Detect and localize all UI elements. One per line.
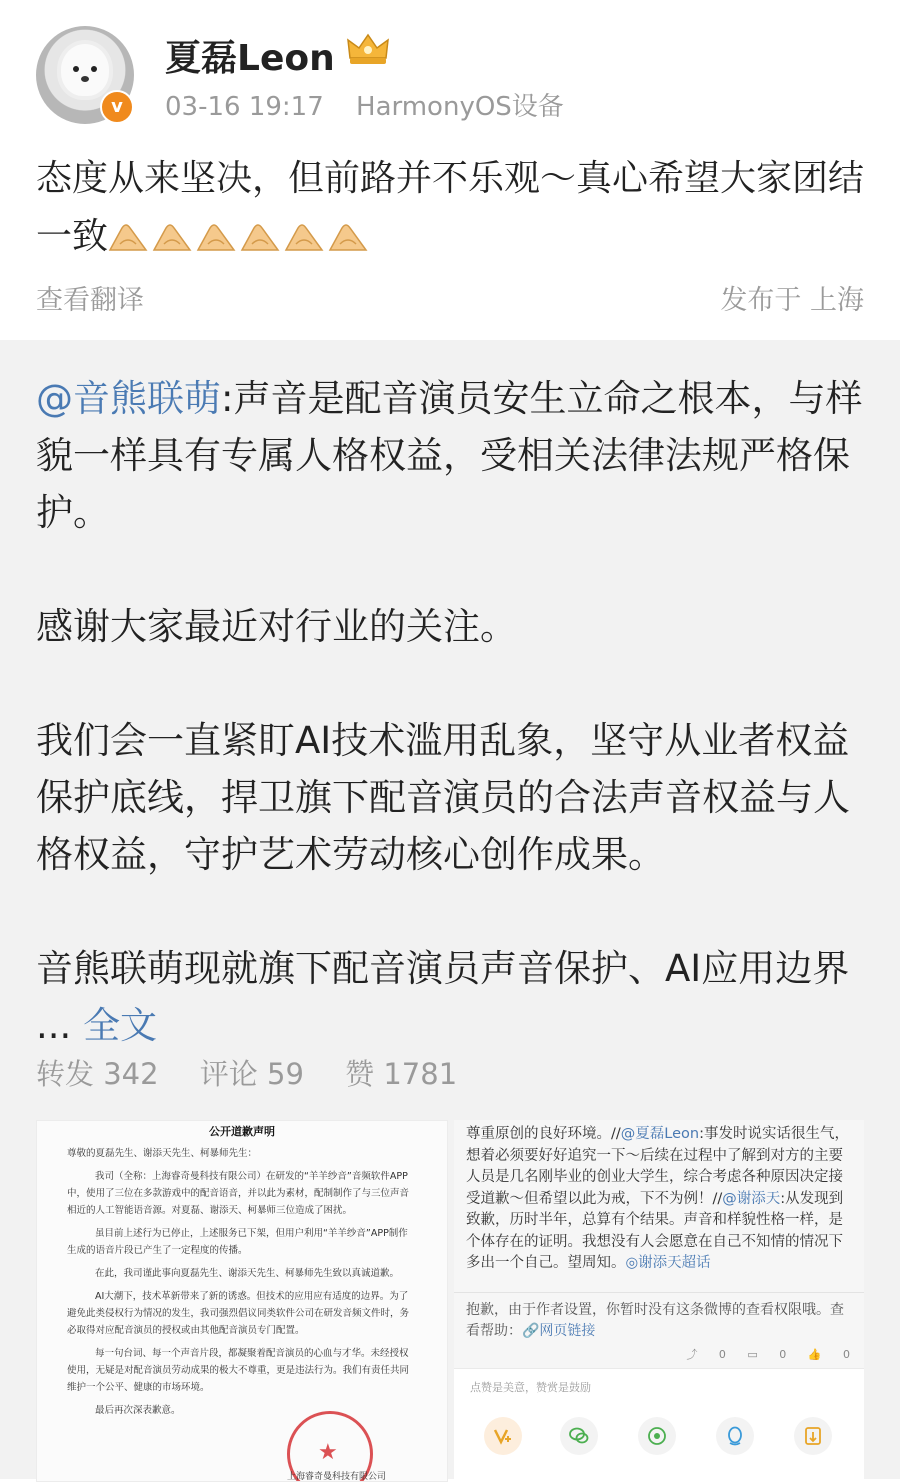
tip-label: 点赞是美意，赞赏是鼓励 — [470, 1381, 591, 1394]
document-company: 上海睿奇曼科技有限公司 — [287, 1472, 387, 1482]
post-location: 发布于 上海 — [720, 285, 864, 316]
pinched-hands-icon — [284, 220, 324, 254]
repost-paragraph-text: :声音是配音演员安生立命之根本，与样貌一样具有专属人格权益，受相关法律法规严格保护。 — [36, 377, 863, 534]
weibo-mention: @夏磊Leon — [620, 1126, 700, 1142]
weibo-counts — [668, 1346, 850, 1362]
repost-count[interactable]: 转发 342 — [36, 1057, 159, 1091]
weibo-mention: @谢添天 — [722, 1190, 781, 1207]
like-count[interactable]: 赞 1781 — [345, 1057, 458, 1091]
weibo-text-segment: 尊重原创的良好环境。// — [466, 1126, 621, 1142]
apology-document-image[interactable] — [36, 1120, 448, 1482]
repost-icon-count: ⤴ 0 — [686, 1348, 726, 1361]
crown-icon — [345, 32, 391, 68]
document-paragraph: 虽目前上述行为已停止，上述服务已下架，但用户利用“羊羊纱音”APP制作生成的语音片段已产生了一定程度的传播。 — [67, 1228, 408, 1256]
weibo-comment-count: 0 — [779, 1348, 787, 1361]
company-seal-icon: ★ — [287, 1411, 373, 1482]
weibo-quoted-text — [466, 1124, 856, 1275]
v-plus-icon — [484, 1417, 522, 1455]
comment-icon-count: ▭ 0 — [747, 1348, 787, 1361]
repost-paragraph-text: 音熊联萌现就旗下配音演员声音保护、AI应用边界 ... — [36, 947, 850, 1047]
translate-link[interactable]: 查看翻译 — [36, 285, 144, 316]
weibo-like-count: 0 — [843, 1348, 850, 1361]
document-paragraph: 我司（全称：上海睿奇曼科技有限公司）在研发的“羊羊纱音”音频软件APP中，使用了三位在多款游戏中的配音语音，并以此为素材，配制制作了与三位声音相近的人工智能语音源。对夏磊、谢添天、柯暴师三位造成了困扰。 — [67, 1171, 410, 1216]
post-text: 态度从来坚决，但前路并不乐观～真心希望大家团结一致 — [36, 158, 865, 257]
post-time: 03-16 19:17 — [165, 92, 324, 122]
pinched-hands-emoji-row — [108, 220, 368, 254]
weibo-repost-count: 0 — [718, 1348, 726, 1361]
repost-body — [36, 370, 876, 1111]
post-body — [36, 150, 866, 266]
document-title: 公开道歉声明 — [209, 1125, 275, 1138]
divider — [454, 1292, 864, 1293]
tip-box — [454, 1368, 864, 1480]
document-paragraph: 在此，我司谨此事向夏磊先生、谢添天先生、柯暴师先生致以真诚道歉。 — [95, 1268, 400, 1279]
pinched-hands-icon — [328, 220, 368, 254]
notice-text: 抱歉，由于作者设置，你暂时没有这条微博的查看权限哦。查看帮助： — [466, 1302, 844, 1339]
weibo-text-segment: :事发时说实话很生气，想着必须要好好追究一下～后续在过程中了解到对方的主要人员是几名刚毕业的创业大学生，综合考虑各种原因决定接受道歉～但希望以此为戒，下不为例！// — [466, 1126, 849, 1207]
weibo-screenshot-image[interactable] — [454, 1120, 864, 1480]
document-paragraph: 最后再次深表歉意。 — [95, 1405, 181, 1416]
dog-avatar-icon — [61, 44, 109, 96]
repost-stats — [36, 1052, 489, 1093]
qq-icon — [716, 1417, 754, 1455]
like-icon-count: 👍 0 — [807, 1348, 850, 1361]
repost-paragraph — [36, 370, 876, 541]
save-image-icon — [794, 1417, 832, 1455]
weibo-permission-notice — [466, 1300, 856, 1342]
pinched-hands-icon — [240, 220, 280, 254]
web-link: 🔗网页链接 — [522, 1323, 596, 1339]
document-paragraph: AI大潮下，技术革新带来了新的诱惑。但技术的应用应有适度的边界。为了避免此类侵权行为情况的发生，我司强烈倡议同类软件公司在研发音频文件时，务必取得对应配音演员的授权或由其他配音演员专门配置。 — [67, 1291, 410, 1336]
comment-count[interactable]: 评论 59 — [199, 1057, 304, 1091]
full-text-link[interactable]: 全文 — [83, 1004, 158, 1047]
document-paragraph: 每一句台词、每一个声音片段，都凝聚着配音演员的心血与才华。未经授权使用，无疑是对配音演员劳动成果的极大不尊重，更是违法行为。我们有责任共同维护一个公平、健康的市场环境。 — [67, 1348, 410, 1393]
pinched-hands-icon — [152, 220, 192, 254]
pinched-hands-icon — [196, 220, 236, 254]
mention-link[interactable]: @音熊联萌 — [36, 377, 221, 420]
wechat-icon — [560, 1417, 598, 1455]
username[interactable]: 夏磊Leon — [165, 38, 335, 79]
repost-paragraph: 感谢大家最近对行业的关注。 — [36, 605, 517, 648]
pinched-hands-icon — [108, 220, 148, 254]
verified-badge-icon: v — [100, 90, 134, 124]
repost-card[interactable] — [0, 340, 900, 1482]
post-meta — [165, 86, 564, 123]
repost-paragraph: 我们会一直紧盯AI技术滥用乱象，坚守从业者权益保护底线，捍卫旗下配音演员的合法声音权益与人格权益，守护艺术劳动核心创作成果。 — [36, 719, 850, 876]
post-device: HarmonyOS设备 — [356, 92, 564, 122]
repost-paragraph — [36, 940, 876, 1054]
weibo-text-segment: :从发现到致歉，历时半年，总算有个结果。声音和样貌性格一样，是个体存在的证明。我想没有人会愿意在自己不知情的情况下多出一个自己。望周知。 — [466, 1190, 844, 1271]
weibo-topic: ◎谢添天超话 — [625, 1255, 711, 1271]
moments-icon — [638, 1417, 676, 1455]
document-salutation: 尊敬的夏磊先生、谢添天先生、柯暴师先生： — [67, 1148, 258, 1159]
original-post — [0, 0, 900, 340]
